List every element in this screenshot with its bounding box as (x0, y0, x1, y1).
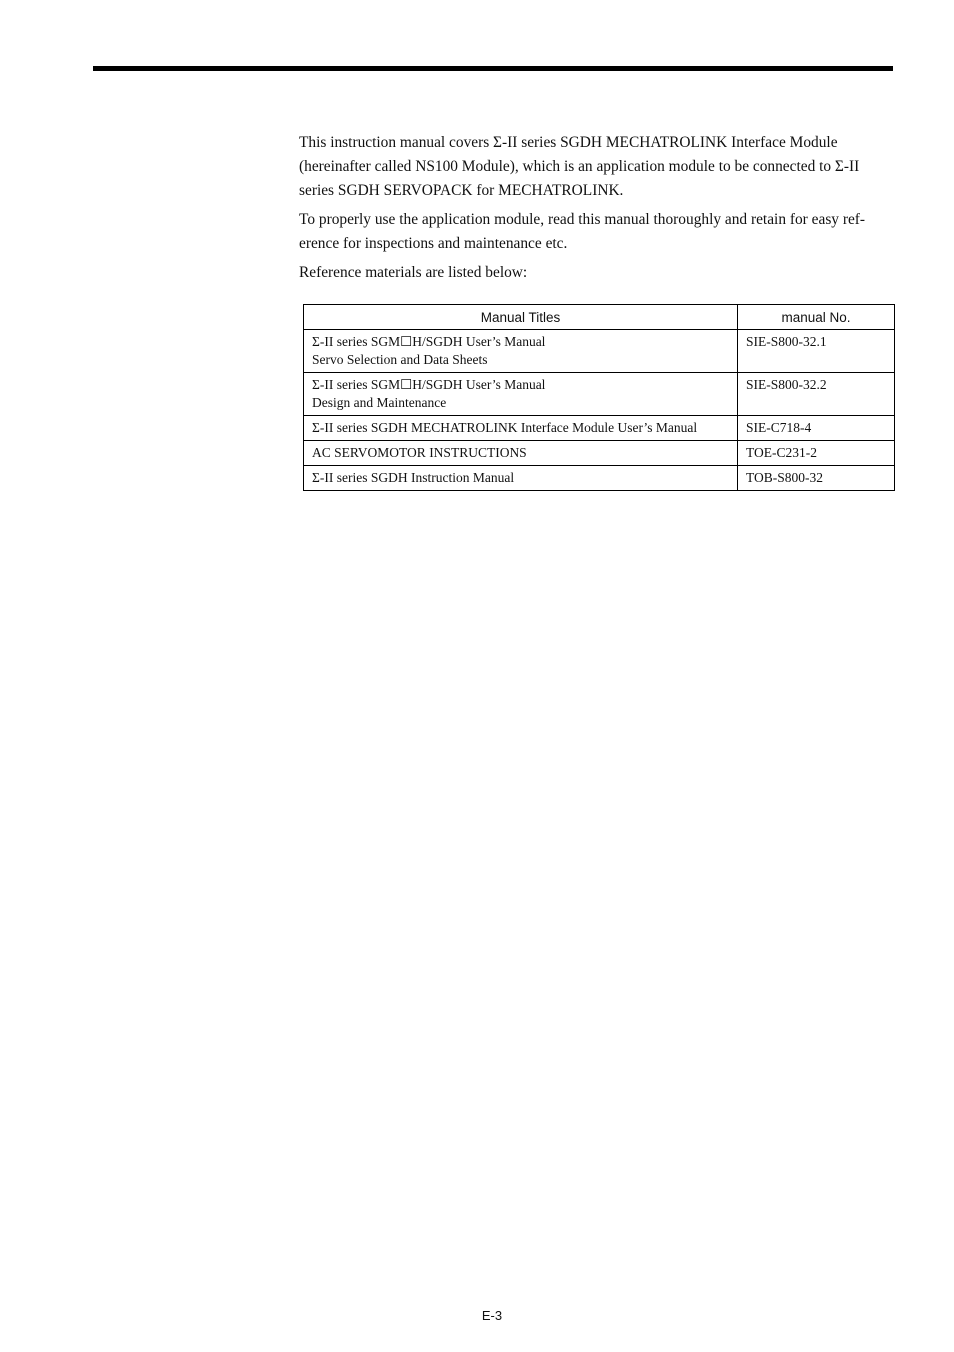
intro-paragraph: This instruction manual covers Σ-II series SGDH MECHATROLINK Interface Module (hereinafter called NS100 Module), which is an application module to be connected to Σ-II series SGDH SERVOPACK for MECHATROLINK. (299, 134, 860, 199)
manual-title-line: Design and Maintenance (312, 395, 447, 410)
table-row (304, 466, 895, 491)
manual-title-cell (304, 330, 738, 373)
intro-paragraph: To properly use the application module, read this manual thoroughly and retain for easy ref- erence for inspections and maintenance etc. (299, 211, 866, 252)
manual-title-line: Σ-II series SGM☐H/SGDH User’s Manual (312, 334, 546, 349)
column-header-manual-number: manual No. (738, 305, 895, 330)
table-row (304, 373, 895, 416)
column-header-manual-titles: Manual Titles (304, 305, 738, 330)
table-row (304, 441, 895, 466)
table-row (304, 330, 895, 373)
manual-number-cell: TOE-C231-2 (738, 441, 895, 466)
page-number: E-3 (481, 1308, 503, 1323)
manual-number-cell: SIE-S800-32.2 (738, 373, 895, 416)
manual-number-cell: TOB-S800-32 (738, 466, 895, 491)
reference-materials-table (303, 304, 895, 491)
manual-title-cell (304, 441, 738, 466)
manual-title-line: Σ-II series SGDH MECHATROLINK Interface Module User’s Manual (312, 420, 698, 435)
manual-title-line: AC SERVOMOTOR INSTRUCTIONS (312, 445, 527, 460)
intro-paragraph: Reference materials are listed below: (299, 264, 528, 281)
table-row (304, 416, 895, 441)
manual-title-cell (304, 466, 738, 491)
manual-number-cell: SIE-C718-4 (738, 416, 895, 441)
table-header-row (304, 305, 895, 330)
manual-title-cell (304, 373, 738, 416)
header-rule (93, 66, 893, 71)
manual-title-line: Servo Selection and Data Sheets (312, 352, 488, 367)
manual-number-cell: SIE-S800-32.1 (738, 330, 895, 373)
manual-title-line: Σ-II series SGDH Instruction Manual (312, 470, 515, 485)
manual-title-cell (304, 416, 738, 441)
manual-title-line: Σ-II series SGM☐H/SGDH User’s Manual (312, 377, 546, 392)
intro-text (299, 131, 893, 290)
